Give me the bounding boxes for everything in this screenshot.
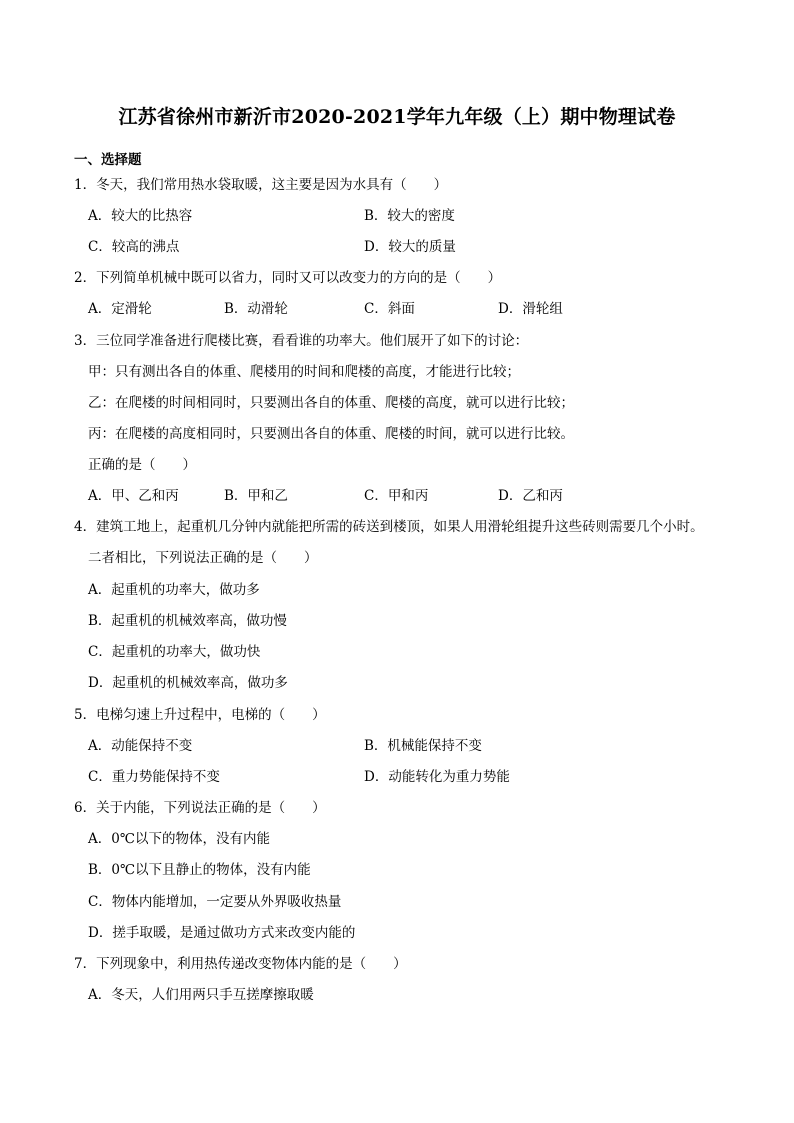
- question-5-option-b: B．机械能保持不变: [364, 738, 482, 754]
- question-2-option-a: A．定滑轮: [88, 301, 152, 317]
- question-2-option-b: B．动滑轮: [224, 301, 288, 317]
- question-1-option-a: A．较大的比热容: [88, 208, 193, 224]
- question-3-option-c: C．甲和丙: [364, 488, 429, 504]
- question-6-option-a: A．0℃以下的物体，没有内能: [88, 831, 270, 847]
- question-2-stem: 2．下列简单机械中既可以省力，同时又可以改变力的方向的是（ ）: [74, 270, 502, 286]
- question-5-option-a: A．动能保持不变: [88, 738, 193, 754]
- question-2-option-d: D．滑轮组: [498, 301, 563, 317]
- question-6-option-d: D．搓手取暖，是通过做功方式来改变内能的: [88, 925, 356, 941]
- question-5-option-c: C．重力势能保持不变: [88, 769, 220, 785]
- question-7-option-a: A．冬天，人们用两只手互搓摩擦取暖: [88, 987, 314, 1003]
- question-3-statement-jia: 甲：只有测出各自的体重、爬楼用的时间和爬楼的高度，才能进行比较；: [88, 364, 520, 380]
- question-1-option-d: D．较大的质量: [364, 239, 456, 255]
- question-4-stem: 4．建筑工地上，起重机几分钟内就能把所需的砖送到楼顶，如果人用滑轮组提升这些砖则需要几个小时。: [74, 519, 704, 535]
- question-3-stem: 3．三位同学准备进行爬楼比赛，看看谁的功率大。他们展开了如下的讨论：: [74, 333, 529, 349]
- question-4-option-a: A．起重机的功率大，做功多: [88, 582, 260, 598]
- question-3-ask: 正确的是（ ）: [88, 457, 196, 473]
- question-2-option-c: C．斜面: [364, 301, 415, 317]
- question-3-option-a: A．甲、乙和丙: [88, 488, 179, 504]
- question-4-option-d: D．起重机的机械效率高，做功多: [88, 675, 288, 691]
- question-6-option-b: B．0℃以下且静止的物体，没有内能: [88, 862, 311, 878]
- question-1-option-b: B．较大的密度: [364, 208, 455, 224]
- question-4-option-c: C．起重机的功率大，做功快: [88, 644, 261, 660]
- question-5-stem: 5．电梯匀速上升过程中，电梯的（ ）: [74, 707, 326, 723]
- question-3-statement-bing: 丙：在爬楼的高度相同时，只要测出各自的体重、爬楼的时间，就可以进行比较。: [88, 426, 574, 442]
- section-heading: 一、选择题: [74, 152, 142, 168]
- question-6-stem: 6．关于内能，下列说法正确的是（ ）: [74, 800, 326, 816]
- question-3-statement-yi: 乙：在爬楼的时间相同时，只要测出各自的体重、爬楼的高度，就可以进行比较；: [88, 395, 574, 411]
- question-4-option-b: B．起重机的机械效率高，做功慢: [88, 613, 287, 629]
- question-3-option-d: D．乙和丙: [498, 488, 563, 504]
- question-1-stem: 1．冬天，我们常用热水袋取暖，这主要是因为水具有（ ）: [74, 177, 448, 193]
- question-1-option-c: C．较高的沸点: [88, 239, 180, 255]
- question-7-stem: 7．下列现象中，利用热传递改变物体内能的是（ ）: [74, 956, 407, 972]
- question-6-option-c: C．物体内能增加，一定要从外界吸收热量: [88, 894, 342, 910]
- question-5-option-d: D．动能转化为重力势能: [364, 769, 510, 785]
- question-3-option-b: B．甲和乙: [224, 488, 288, 504]
- page-title: 江苏省徐州市新沂市2020-2021学年九年级（上）期中物理试卷: [118, 106, 676, 128]
- question-4-stem-continued: 二者相比，下列说法正确的是（ ）: [88, 550, 318, 566]
